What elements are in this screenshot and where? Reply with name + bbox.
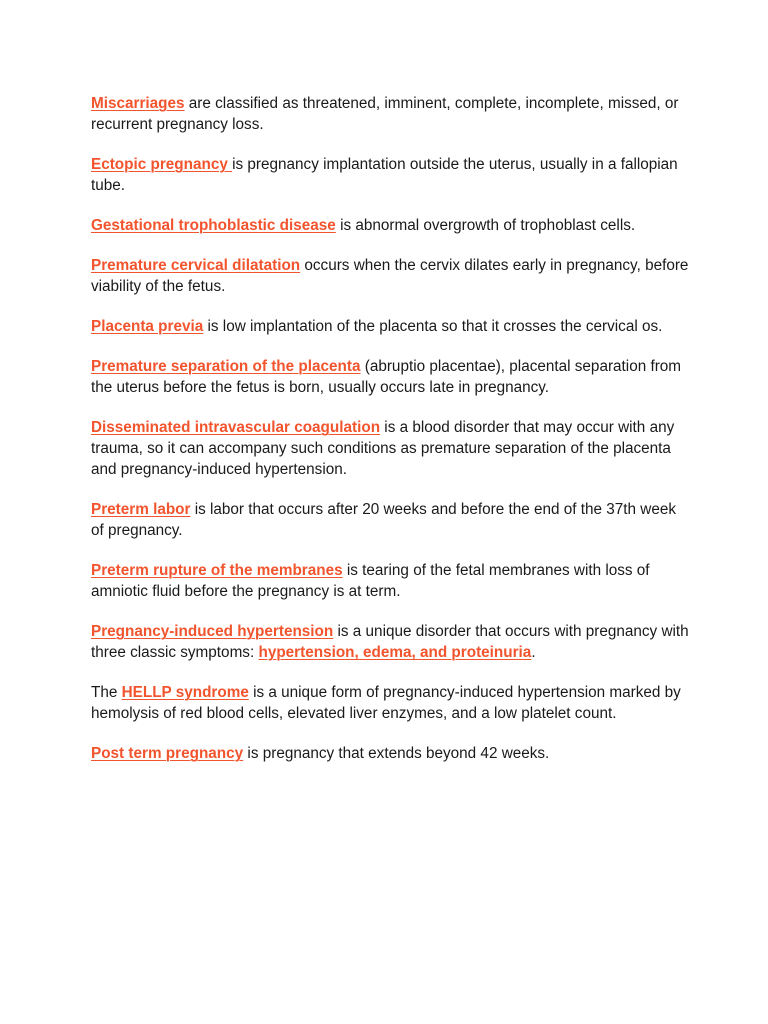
paragraph-placenta-previa [91, 316, 691, 337]
definition-text: is abnormal overgrowth of trophoblast cells. [335, 217, 636, 234]
definition-text: occurs when the cervix dilates early in pregnancy, before viability of the fetus. [91, 257, 693, 295]
definition-text: is a unique form of pregnancy-induced hypertension marked by hemolysis of red blood cells, elevated liver enzymes, and a low platelet count. [91, 684, 686, 722]
symptoms-link[interactable]: hypertension, edema, and proteinuria [258, 644, 532, 661]
definition-text: is low implantation of the placenta so that it crosses the cervical os. [203, 318, 663, 335]
definition-text: is a unique disorder that occurs with pregnancy with three classic symptoms: [91, 623, 693, 661]
term-link[interactable]: Miscarriages [91, 95, 185, 112]
term-link[interactable]: Post term pregnancy [91, 745, 244, 762]
term-link[interactable]: Placenta previa [91, 318, 204, 335]
definition-text: is a blood disorder that may occur with any trauma, so it can accompany such conditions as premature separation of the placenta and pregnancy-induced hypertension. [91, 419, 679, 478]
definition-text: are classified as threatened, imminent, complete, incomplete, missed, or recurrent pregnancy loss. [91, 95, 683, 133]
paragraph-pregnancy-induced-hypertension [91, 621, 691, 663]
term-link[interactable]: HELLP syndrome [121, 684, 249, 701]
paragraph-hellp-syndrome [91, 682, 691, 724]
paragraph-gestational-trophoblastic-disease [91, 215, 691, 236]
document-body [91, 93, 691, 783]
paragraph-preterm-rupture [91, 560, 691, 602]
term-link[interactable]: Disseminated intravascular coagulation [91, 419, 381, 436]
definition-text: is pregnancy that extends beyond 42 weeks. [243, 745, 550, 762]
paragraph-preterm-labor [91, 499, 691, 541]
paragraph-disseminated-intravascular-coagulation [91, 417, 691, 480]
term-link[interactable]: Preterm rupture of the membranes [91, 562, 343, 579]
term-link[interactable]: Gestational trophoblastic disease [91, 217, 336, 234]
definition-text: is labor that occurs after 20 weeks and before the end of the 37th week of pregnancy. [91, 501, 681, 539]
paragraph-prefix: The [91, 684, 122, 701]
paragraph-post-term-pregnancy [91, 743, 691, 764]
term-link[interactable]: Ectopic pregnancy [91, 156, 233, 173]
term-link[interactable]: Preterm labor [91, 501, 191, 518]
definition-text: is pregnancy implantation outside the uterus, usually in a fallopian tube. [91, 156, 682, 194]
paragraph-ectopic-pregnancy [91, 154, 691, 196]
sentence-end: . [531, 644, 536, 661]
term-link[interactable]: Premature separation of the placenta [91, 358, 361, 375]
definition-text: (abruptio placentae), placental separation from the uterus before the fetus is born, usually occurs late in pregnancy. [91, 358, 686, 396]
paragraph-premature-cervical-dilatation [91, 255, 691, 297]
term-link[interactable]: Pregnancy-induced hypertension [91, 623, 334, 640]
definition-text: is tearing of the fetal membranes with loss of amniotic fluid before the pregnancy is at term. [91, 562, 654, 600]
paragraph-premature-separation [91, 356, 691, 398]
term-link[interactable]: Premature cervical dilatation [91, 257, 301, 274]
paragraph-miscarriages [91, 93, 691, 135]
